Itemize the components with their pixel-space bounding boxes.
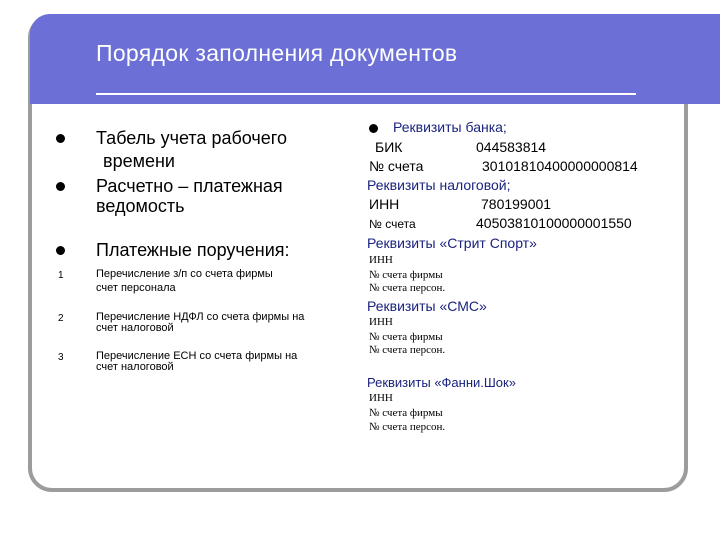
sub-item-3-line1: Перечисление ЕСН со счета фирмы на <box>96 350 298 362</box>
fanni-shok-header: Реквизиты «Фанни.Шок» <box>367 375 516 390</box>
tax-inn-label: ИНН <box>369 196 400 212</box>
bullet-icon <box>369 124 378 133</box>
sub-item-1-line2: счет персонала <box>96 282 176 294</box>
item-payment-orders: Платежные поручения: <box>96 240 290 260</box>
bank-requisites-header: Реквизиты банка; <box>393 119 507 135</box>
page-title: Порядок заполнения документов <box>96 40 458 66</box>
tax-account-label: № счета <box>369 217 416 231</box>
fanni-firm-account: № счета фирмы <box>369 407 443 419</box>
strit-inn: ИНН <box>369 254 393 266</box>
bullet-icon <box>56 182 65 191</box>
sub-number: 3 <box>58 352 64 363</box>
tax-inn-value: 780199001 <box>481 196 552 212</box>
fanni-personal-account: № счета персон. <box>369 421 446 433</box>
sub-number: 1 <box>58 270 64 281</box>
fanni-inn: ИНН <box>369 392 393 404</box>
strit-firm-account: № счета фирмы <box>369 269 443 281</box>
tax-requisites-header: Реквизиты налоговой; <box>367 177 511 193</box>
bullet-icon <box>56 134 65 143</box>
tax-account-value: 40503810100000001550 <box>476 215 632 231</box>
bank-account-label: № счета <box>369 158 424 174</box>
item-timesheet-line1: Табель учета рабочего <box>96 128 287 148</box>
sub-item-2-line1: Перечисление НДФЛ со счета фирмы на <box>96 311 305 323</box>
bank-account-value: 30101810400000000814 <box>482 158 638 174</box>
strit-sport-header: Реквизиты «Стрит Спорт» <box>367 235 537 251</box>
bik-value: 044583814 <box>476 139 547 155</box>
bullet-icon <box>56 246 65 255</box>
title-underline <box>96 93 636 95</box>
bik-label: БИК <box>375 139 403 155</box>
sub-item-1-line1: Перечисление з/п со счета фирмы <box>96 268 273 280</box>
sms-firm-account: № счета фирмы <box>369 331 443 343</box>
sms-inn: ИНН <box>369 316 393 328</box>
sms-personal-account: № счета персон. <box>369 344 446 356</box>
sub-number: 2 <box>58 313 64 324</box>
sub-item-2-line2: счет налоговой <box>96 322 174 334</box>
item-payroll-line2: ведомость <box>96 196 185 216</box>
sms-header: Реквизиты «СМС» <box>367 298 487 314</box>
item-timesheet-line2: времени <box>103 151 175 171</box>
sub-item-3-line2: счет налоговой <box>96 361 174 373</box>
item-payroll-line1: Расчетно – платежная <box>96 176 283 196</box>
strit-personal-account: № счета персон. <box>369 282 446 294</box>
